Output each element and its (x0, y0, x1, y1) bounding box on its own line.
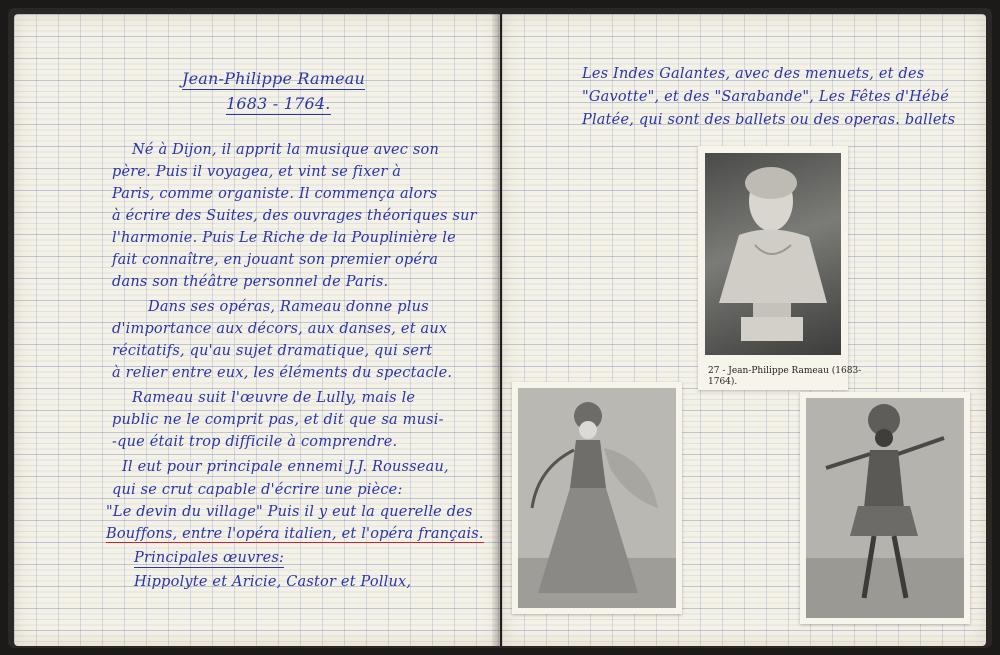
text-line: Il eut pour principale ennemi J.J. Rousseau, (122, 459, 449, 475)
text-line: Hippolyte et Aricie, Castor et Pollux, (134, 574, 412, 590)
right-page (502, 14, 986, 646)
text-line: "Le devin du village" Puis il y eut la querelle des (106, 504, 473, 520)
notebook (8, 8, 992, 648)
text-line: à relier entre eux, les éléments du spectacle. (112, 365, 453, 381)
bust-image (705, 153, 841, 355)
text-line: Paris, comme organiste. Il commença alors (112, 186, 438, 202)
page-title: Jean-Philippe Rameau (182, 69, 366, 88)
text-line: Rameau suit l'œuvre de Lully, mais le (132, 390, 416, 406)
male-dancer-image (806, 398, 964, 618)
text-line: père. Puis il voyagea, et vint se fixer à (112, 164, 402, 180)
text-line: Bouffons, entre l'opéra italien, et l'opéra français. (106, 526, 484, 542)
text-line: public ne le comprit pas, et dit que sa musi- (112, 412, 444, 428)
text-line: Platée, qui sont des ballets ou des operas. ballets (582, 112, 956, 128)
text-line: "Gavotte", et des "Sarabande", Les Fêtes d'Hébé (582, 89, 950, 105)
text-line: récitatifs, qu'au sujet dramatique, qui sert (112, 343, 433, 359)
page-dates: 1683 - 1764. (226, 94, 331, 113)
text-line: -que était trop difficile à comprendre. (112, 434, 398, 450)
text-line: l'harmonie. Puis Le Riche de la Pouplinière le (112, 230, 456, 246)
dancer-engraving-male (800, 392, 970, 624)
text-line: qui se crut capable d'écrire une pièce: (112, 482, 403, 498)
text-line: Né à Dijon, il apprit la musique avec son (132, 142, 440, 158)
section-heading: Principales œuvres: (134, 550, 285, 566)
female-dancer-image (518, 388, 676, 608)
text-line: Dans ses opéras, Rameau donne plus (148, 299, 429, 315)
text-line: Les Indes Galantes, avec des menuets, et des (582, 66, 925, 82)
dancer-engraving-female (512, 382, 682, 614)
text-line: dans son théâtre personnel de Paris. (112, 274, 389, 290)
portrait-caption: 27 - Jean-Philippe Rameau (1683- (708, 366, 862, 376)
text-line: d'importance aux décors, aux danses, et aux (112, 321, 448, 337)
text-line: fait connaître, en jouant son premier opéra (112, 252, 439, 268)
portrait-photo (698, 146, 862, 390)
left-page (14, 14, 500, 646)
portrait-caption: 1764). (708, 377, 738, 387)
text-line: à écrire des Suites, des ouvrages théoriques sur (112, 208, 477, 224)
